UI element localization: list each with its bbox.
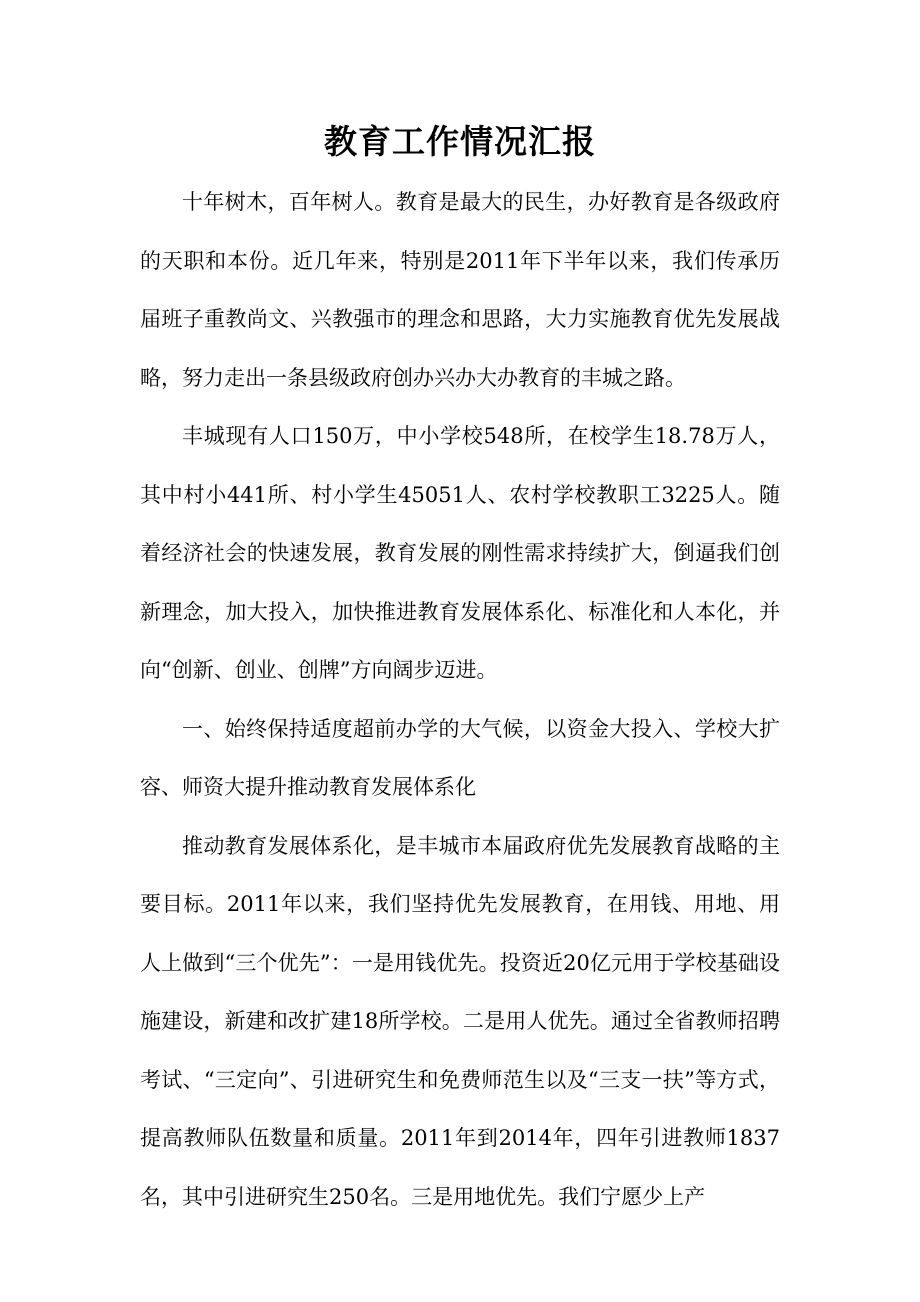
document-body [140,173,780,1226]
document-title: 教育工作情况汇报 [324,122,596,161]
paragraph-intro: 十年树木，百年树人。教育是最大的民生，办好教育是各级政府的天职和本份。近几年来，特别是2011年下半年以来，我们传承历届班子重教尚文、兴教强市的理念和思路，大力实施教育优先发展战略，努力走出一条县级政府创办兴办大办教育的丰城之路。 [140,190,780,390]
paragraph-section-1: 推动教育发展体系化，是丰城市本届政府优先发展教育战略的主要目标。2011年以来，我们坚持优先发展教育，在用钱、用地、用人上做到“三个优先”：一是用钱优先。投资近20亿元用于学校基础设施建设，新建和改扩建18所学校。二是用人优先。通过全省教师招聘考试、“三定向”、引进研究生和免费师范生以及“三支一扶”等方式，提高教师队伍数量和质量。2011年到2014年，四年引进教师1837名，其中引进研究生250名。三是用地优先。我们宁愿少上产 [140,833,780,1209]
section-heading-1: 一、始终保持适度超前办学的大气候，以资金大投入、学校大扩容、师资大提升推动教育发展体系化 [140,716,780,799]
paragraph-overview: 丰城现有人口150万，中小学校548所，在校学生18.78万人，其中村小441所、村小学生45051人、农村学校教职工3225人。随着经济社会的快速发展，教育发展的刚性需求持续扩大，倒逼我们创新理念，加大投入，加快推进教育发展体系化、标准化和人本化，并向“创新、创业、创牌”方向阔步迈进。 [140,424,780,682]
